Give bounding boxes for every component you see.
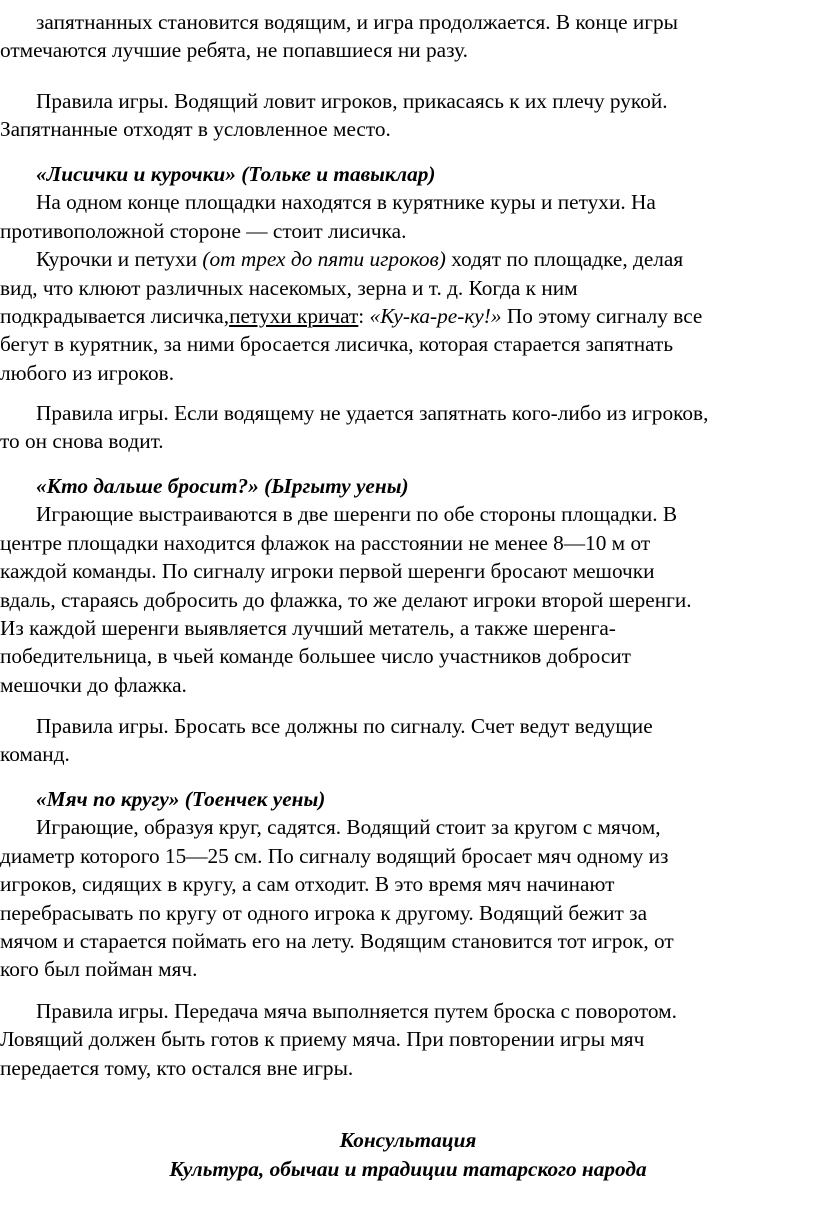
text-line: любого из игроков. [0,360,175,385]
rules-paragraph [0,87,668,144]
italic-shout: «Ку-ка-ре-ку!» [369,303,502,328]
text-line: Правила игры. Передача мяча выполняется путем броска с поворотом. [36,999,677,1023]
text-line: На одном конце площадки находятся в курятнике куры и петухи. На [36,190,656,215]
game-section-ball [0,785,674,984]
text-line: Правила игры. Бросать все должны по сигналу. Счет ведут ведущие [36,714,653,738]
paragraph-continuation [0,8,678,65]
text-line: мячом и старается поймать его на лету. Водящим становится тот игрок, от [0,928,674,953]
text-line: Играющие выстраиваются в две шеренги по обе стороны площадки. В [36,502,678,527]
section-heading: «Мяч по кругу» (Тоенчек уены) [36,787,326,811]
game-section-throw [0,472,692,699]
game-section-foxes [0,160,702,387]
text-line [0,302,702,330]
consultation-subtitle: Культура, обычаи и традиции татарского народа [169,1157,647,1181]
italic-note: (от трех до пяти игроков) [202,247,446,272]
text-line: перебрасывать по кругу от одного игрока к другому. Водящий бежит за [0,900,648,925]
rules-paragraph [0,997,677,1082]
text-line: Играющие, образуя круг, садятся. Водящий стоит за кругом с мячом, [36,815,661,840]
text-run: подкрадывается лисичка, [0,303,230,328]
text-line: центре площадки находится флажок на расстоянии не менее 8—10 м от [0,530,651,555]
text-line: отмечаются лучшие ребята, не попавшиеся ни разу. [0,38,468,63]
text-line: каждой команды. По сигналу игроки первой шеренги бросают мешочки [0,559,655,584]
text-line [0,245,702,273]
text-line: противоположной стороне — стоит лисичка. [0,218,407,243]
text-line: бегут в курятник, за ними бросается лисичка, которая старается запятнать [0,332,674,357]
underlined-text: петухи кричат [229,303,359,328]
text-run: : [358,303,370,328]
text-line: победительница, в чьей команде большее число участников добросит [0,644,631,669]
text-line: вид, что клюют различных насекомых, зерна и т. д. Когда к ним [0,275,578,300]
section-heading: «Кто дальше бросит?» (Ыргыту уены) [36,474,409,498]
text-line: вдаль, стараясь добросить до флажка, то же делают игроки второй шеренги. [0,587,692,612]
text-line: передается тому, кто остался вне игры. [0,1055,354,1080]
text-run: ходят по площадке, делая [445,247,684,272]
text-line: запятнанных становится водящим, и игра продолжается. В конце игры [36,10,678,34]
text-line: диаметр которого 15—25 см. По сигналу водящий бросает мяч одному из [0,843,669,868]
text-line: то он снова водит. [0,429,164,454]
rules-paragraph [0,712,653,769]
text-line: Правила игры. Водящий ловит игроков, прикасаясь к их плечу рукой. [36,89,668,113]
text-line: Правила игры. Если водящему не удается запятнать кого-либо из игроков, [36,401,709,425]
text-line: Ловящий должен быть готов к приему мяча. При повторении игры мяч [0,1027,645,1052]
text-line: кого был пойман мяч. [0,957,198,982]
section-heading: «Лисички и курочки» (Тольке и тавыклар) [36,162,436,186]
text-line: команд. [0,742,70,767]
text-line: мешочки до флажка. [0,672,187,697]
rules-paragraph [0,399,708,456]
text-run: По этому сигналу все [501,303,703,328]
consultation-title: Консультация [339,1128,477,1152]
text-line: Из каждой шеренги выявляется лучший метатель, а также шеренга- [0,615,616,640]
text-line: Запятнанные отходят в условленное место. [0,117,391,142]
text-line: игроков, сидящих в кругу, а сам отходит. В это время мяч начинают [0,872,615,897]
text-run: Курочки и петухи [36,247,203,272]
